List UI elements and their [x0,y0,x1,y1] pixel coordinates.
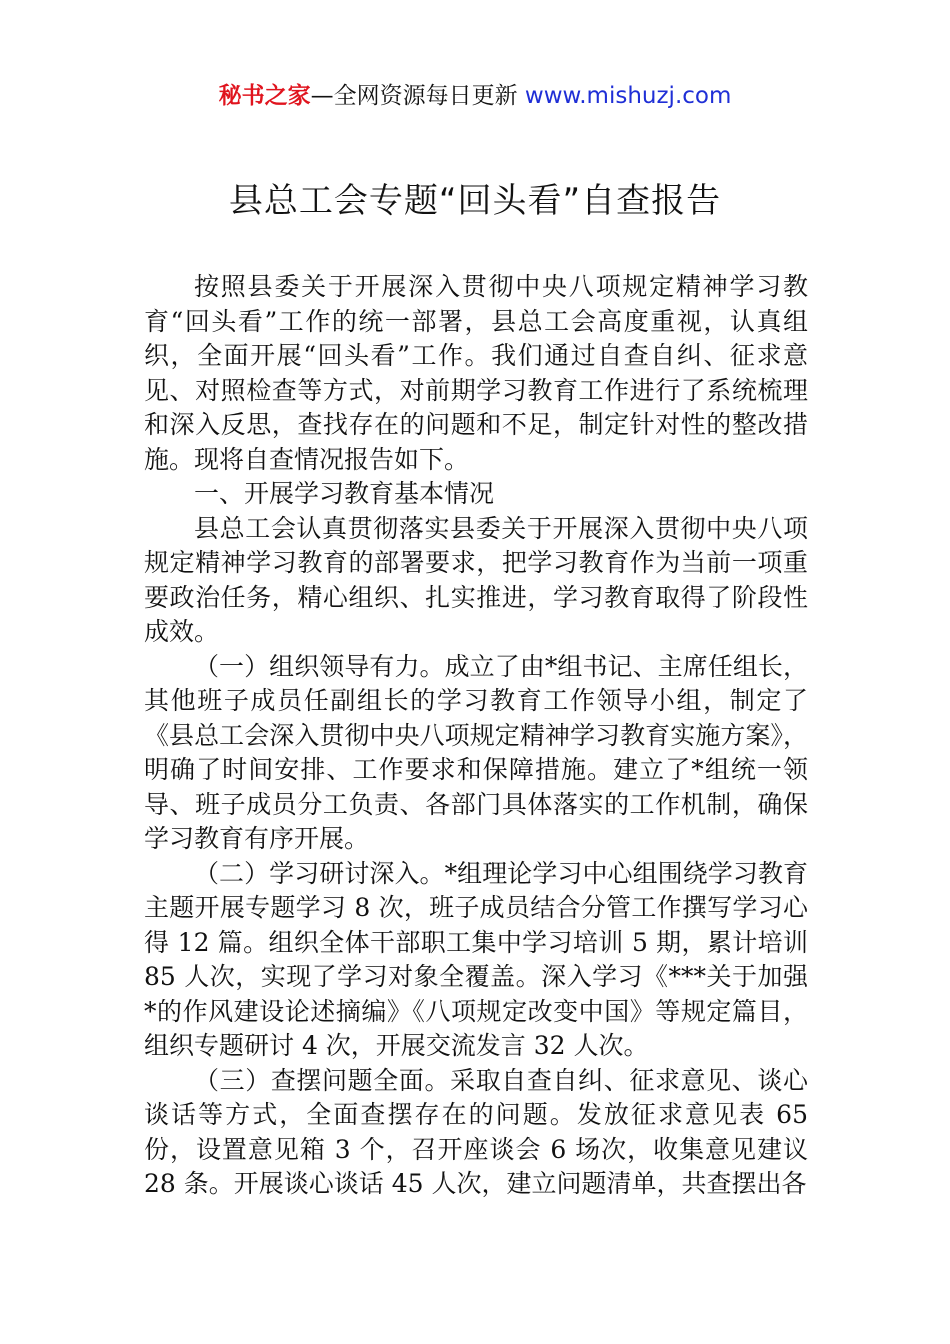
paragraph-section-1-summary: 县总工会认真贯彻落实县委关于开展深入贯彻中央八项规定精神学习教育的部署要求，把学习教育作为当前一项重要政治任务，精心组织、扎实推进，学习教育取得了阶段性成效。 [144,513,808,646]
document-title: 县总工会专题“回头看”自查报告 [228,181,722,221]
document-body [144,270,808,1202]
site-url-link[interactable]: www.mishuzj.com [524,83,732,109]
site-slogan: —全网资源每日更新 [310,83,525,109]
paragraph-study: （二）学习研讨深入。*组理论学习中心组围绕学习教育主题开展专题学习 8 次，班子成员结合分管工作撰写学习心得 12 篇。组织全体干部职工集中学习培训 5 期，累计培训 85 人次，实现了学习对象全覆盖。深入学习《***关于加强*的作风建设论述摘编》《八项规定改变中国》等规定篇目，组织专题研讨 4 次，开展交流发言 32 人次。 [144,858,808,1060]
paragraph-intro: 按照县委关于开展深入贯彻中央八项规定精神学习教育“回头看”工作的统一部署，县总工会高度重视，认真组织，全面开展“回头看”工作。我们通过自查自纠、征求意见、对照检查等方式，对前期学习教育工作进行了系统梳理和深入反思，查找存在的问题和不足，制定针对性的整改措施。现将自查情况报告如下。 [144,272,808,474]
paragraph-organization: （一）组织领导有力。成立了由*组书记、主席任组长，其他班子成员任副组长的学习教育工作领导小组，制定了《县总工会深入贯彻中央八项规定精神学习教育实施方案》，明确了时间安排、工作要求和保障措施。建立了*组统一领导、班子成员分工负责、各部门具体落实的工作机制，确保学习教育有序开展。 [144,651,808,853]
paragraph-issues: （三）查摆问题全面。采取自查自纠、征求意见、谈心谈话等方式，全面查摆存在的问题。发放征求意见表 65 份，设置意见箱 3 个，召开座谈会 6 场次，收集意见建议 28 条。开展谈心谈话 45 人次，建立问题清单，共查摆出各 [144,1065,808,1198]
section-heading-1: 一、开展学习教育基本情况 [194,479,495,508]
site-brand: 秘书之家 [218,83,311,109]
site-header [0,80,950,112]
